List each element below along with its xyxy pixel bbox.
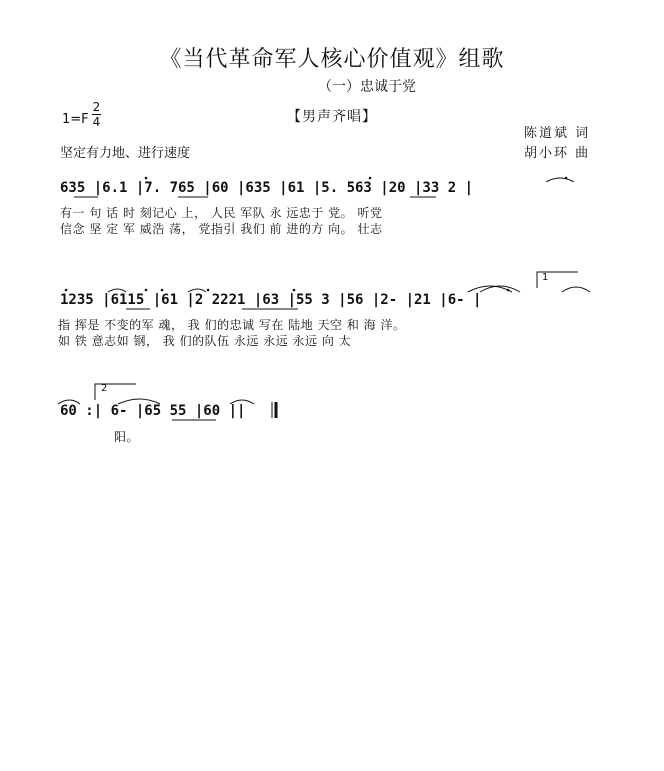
tempo-marking: 坚定有力地、进行速度: [60, 146, 191, 161]
time-signature-bottom: 4: [92, 115, 101, 129]
lyrics-line-1-verse-1: 有一 句 话 时 刻记心 上， 人民 军队 永 远忠于 党。 听党: [60, 206, 383, 220]
lyrics-line-3-verse-1: 阳。: [114, 430, 140, 444]
song-title: 《当代革命军人核心价值观》组歌: [159, 47, 505, 72]
lyrics-line-2-verse-2: 如 铁 意志如 钢， 我 们的队伍 永远 永远 永远 向 太: [58, 334, 352, 348]
time-signature-top: 2: [92, 100, 101, 114]
notation-line-1: 635 |6.1 |7. 765 |60 |635 |61 |5. 563 |20 |33 2 |: [60, 180, 474, 196]
song-subtitle: （一）忠诚于党: [318, 79, 416, 95]
volta-1-number: 1: [542, 272, 549, 283]
lyricist-credit: 陈道斌 词: [524, 126, 591, 141]
notation-line-2: 1235 |6115 |61 |2 2221 |63 |55 3 |56 |2- |21 |6- |: [60, 292, 482, 308]
key-signature: 1=F: [62, 112, 89, 127]
volta-2-number: 2: [101, 383, 108, 394]
notation-line-3: 60 :| 6- |65 55 |60 ||: [60, 403, 246, 419]
performance-marking: 【男声齐唱】: [287, 109, 377, 125]
lyrics-line-1-verse-2: 信念 坚 定 军 威浩 荡， 党指引 我们 前 进的方 向。 壮志: [60, 222, 383, 236]
composer-credit: 胡小环 曲: [524, 146, 591, 161]
lyrics-line-2-verse-1: 指 挥是 不变的军 魂， 我 们的忠诚 写在 陆地 天空 和 海 洋。: [58, 318, 406, 332]
